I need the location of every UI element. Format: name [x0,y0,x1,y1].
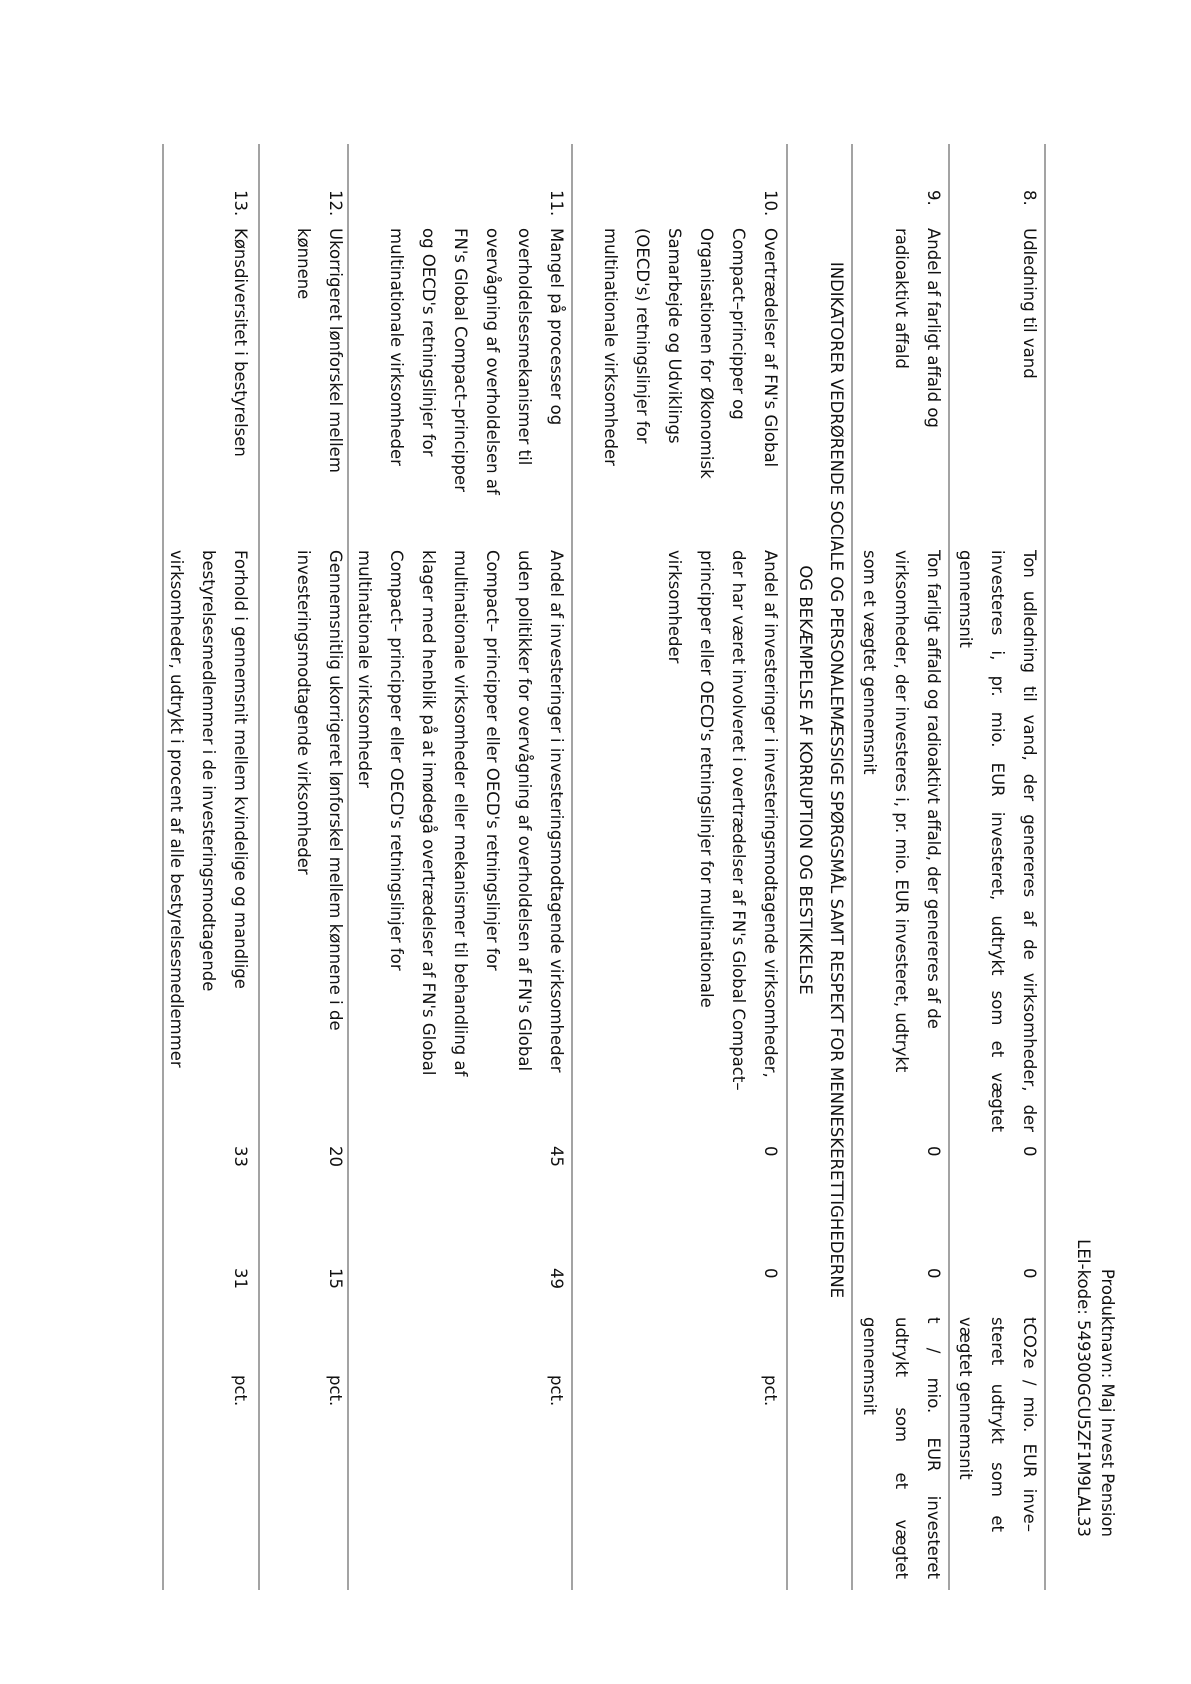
text-line: investeringsmodtagende virksomheder [294,550,313,875]
indicator-label [380,228,572,538]
text-line: Ton udledning til vand, der genereres af de virksomheder, der [1020,550,1039,1132]
text-line: FN's Global Compact–principper [451,228,470,492]
value-current: 0 [924,1146,943,1157]
indicator-label [1013,228,1045,538]
value-previous: 49 [547,1268,566,1289]
indicator-description [287,550,351,1132]
text-line: (OECD's) retningslinjer for [633,228,652,444]
indicator-description [348,550,572,1132]
value-current: 45 [547,1146,566,1167]
value-previous: 0 [924,1268,943,1279]
text-line: som et vægtet gennemsnit [860,550,879,775]
text-line: Ton farligt affald og radioaktivt affald, der genereres af de [924,550,943,1029]
text-line: virksomheder, der investeres i, pr. mio. EUR investeret, udtrykt [892,550,911,1073]
text-line: Compact–principper og [729,228,748,420]
lei-code: LEI-kode: 549300GCU5ZF1M9LAL33 [1074,1239,1093,1537]
text-line: overvågning af overholdelsen af [483,228,502,495]
value-previous: 0 [1020,1268,1039,1279]
text-line: investeres i, pr. mio. EUR investeret, udtrykt som et vægtet [988,550,1007,1132]
indicator-number: 9. [924,190,943,206]
text-line: Samarbejde og Udviklings [665,228,684,444]
table-rule [786,144,788,1590]
text-line: Mangel på processer og [547,228,566,426]
text-line: Overtrædelser af FN's Global [761,228,780,468]
indicator-number: 12. [326,190,345,217]
product-name: Produktnavn: Maj Invest Pension [1098,1268,1117,1537]
text-line: bestyrelsesmedlemmer i de investeringsmodtagende [199,550,218,992]
value-current: 33 [231,1146,250,1167]
value-previous: 31 [231,1268,250,1289]
table-rule [258,144,260,1590]
text-line: Gennemsnitlig ukorrigeret lønforskel mellem kønnene i de [326,550,345,1031]
text-line: Ukorrigeret lønforskel mellem [326,228,345,473]
value-current: 20 [326,1146,345,1167]
indicator-description [658,550,786,1132]
text-line: Andel af investeringer i investeringsmodtagende virksomheder [547,550,566,1073]
text-line: principper eller OECD's retningslinjer for multinationale [697,550,716,1008]
text-line: gennemsnit [956,550,975,648]
indicator-label [594,228,786,538]
value-previous: 15 [326,1268,345,1289]
text-line: Andel af farligt affald og [924,228,943,428]
unit [949,1317,1045,1532]
indicator-number: 10. [761,190,780,217]
text-line: steret udtrykt som et [988,1317,1007,1532]
text-line: Forhold i gennemsnit mellem kvindelige og mandlige [231,550,250,989]
indicator-description [160,550,256,1132]
unit: pct. [326,1375,345,1407]
text-line: vægtet gennemsnit [956,1317,975,1480]
text-line: Compact– principper eller OECD's retningslinjer for [483,550,502,971]
value-previous: 0 [761,1268,780,1279]
text-line: Kønsdiversitet i bestyrelsen [231,228,250,457]
unit: pct. [547,1375,566,1407]
unit [853,1317,949,1579]
indicator-number: 8. [1020,190,1039,206]
value-current: 0 [1020,1146,1039,1157]
text-line: virksomheder, udtrykt i procent af alle bestyrelsesmedlemmer [167,550,186,1068]
indicator-number: 11. [547,190,566,217]
text-line: og OECD's retningslinjer for [419,228,438,457]
section-heading [790,144,852,1416]
text-line: virksomheder [665,550,684,664]
text-line: overholdelsesmekanismer til [515,228,534,466]
text-line: klager med henblik på at imødegå overtrædelser af FN's Global [419,550,438,1076]
text-line: radioaktivt affald [892,228,911,369]
text-line: der har været involveret i overtrædelser af FN's Global Compact– [729,550,748,1091]
indicator-label [885,228,949,538]
text-line: t / mio. EUR investeret [924,1317,943,1579]
value-current: 0 [761,1146,780,1157]
unit: pct. [231,1375,250,1407]
text-line: INDIKATORER VEDRØRENDE SOCIALE OG PERSONALEMÆSSIGE SPØRGSMÅL SAMT RESPEKT FOR MENNESKERETTIGHEDERNE [827,261,846,1299]
text-line: multinationale virksomheder [355,550,374,788]
text-line: OG BEKÆMPELSE AF KORRUPTION OG BESTIKKELSE [796,565,815,995]
unit: pct. [761,1375,780,1407]
text-line: uden politikker for overvågning af overholdelsen af FN's Global [515,550,534,1072]
indicator-label [224,228,256,538]
indicator-description [853,550,949,1132]
text-line: gennemsnit [860,1317,879,1415]
text-line: tCO2e / mio. EUR inve– [1020,1317,1039,1532]
text-line: Udledning til vand [1020,228,1039,379]
text-line: multinationale virksomheder [601,228,620,466]
text-line: udtrykt som et vægtet [892,1317,911,1579]
text-line: multinationale virksomheder [387,228,406,466]
indicator-description [949,550,1045,1132]
text-line: Organisationen for Økonomisk [697,228,716,479]
text-line: multinationale virksomheder eller mekanismer til behandling af [451,550,470,1077]
indicator-label [287,228,351,538]
text-line: kønnene [294,228,313,300]
indicator-number: 13. [231,190,250,217]
text-line: Andel af investeringer i investeringsmodtagende virksomheder, [761,550,780,1078]
text-line: Compact– principper eller OECD's retningslinjer for [387,550,406,971]
